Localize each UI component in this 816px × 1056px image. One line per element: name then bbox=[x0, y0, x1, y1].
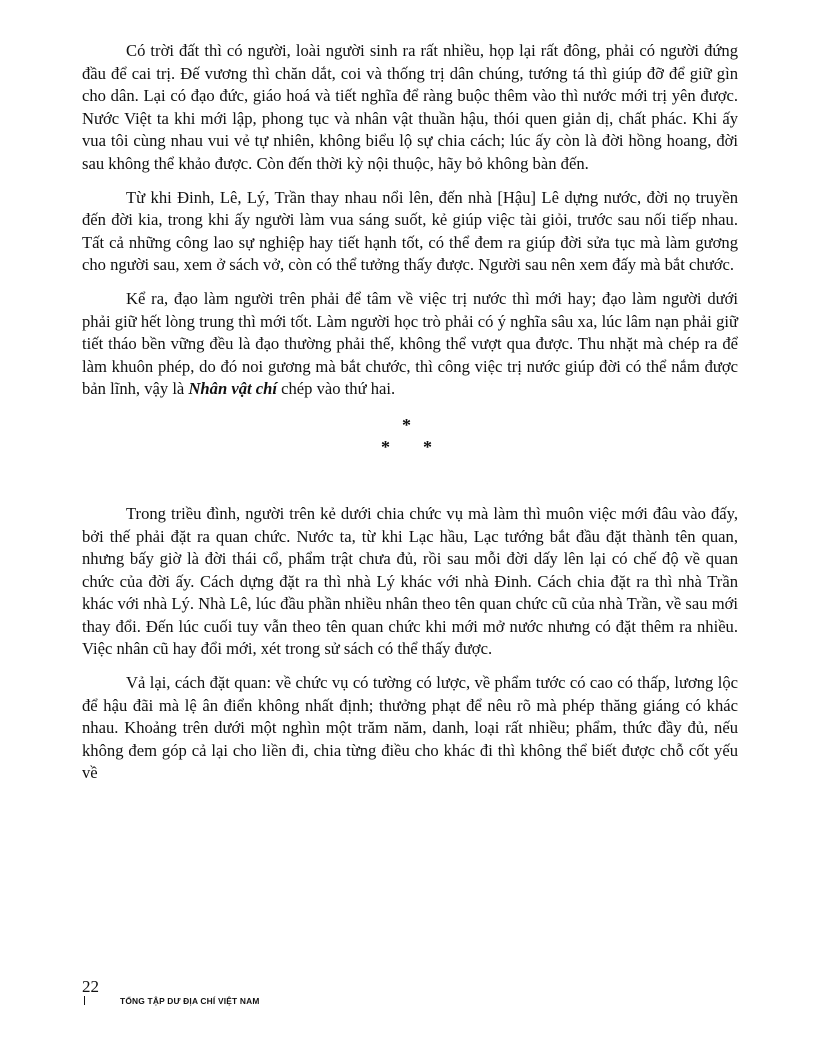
page-footer bbox=[82, 977, 482, 1017]
paragraph-4: Trong triều đình, người trên kẻ dưới chia chức vụ mà làm thì muôn việc mới đâu vào đấy, bởi thế phải đặt ra quan chức. Nước ta, từ khi Lạc hầu, Lạc tướng bắt đầu đặt thành tên quan, nhưng bấy giờ là đời thái cổ, phẩm trật chưa đủ, rồi sau mỗi đời dấy lên lại có chế độ về quan chức của đời ấy. Cách dựng đặt ra thì nhà Lý khác với nhà Đinh. Cách chia đặt ra thì nhà Trần khác với nhà Lý. Nhà Lê, lúc đầu phần nhiều nhân theo tên quan chức cũ của nhà Trần, về sau mới thay đổi. Đến lúc cuối tuy vẫn theo tên quan chức khi mới mở nước nhưng có đặt thêm ra nhiều. Việc nhân cũ hay đổi mới, xét trong sử sách có thể thấy được. bbox=[82, 503, 738, 659]
section-separator bbox=[82, 415, 738, 467]
book-title: TỔNG TẬP DƯ ĐỊA CHÍ VIỆT NAM bbox=[120, 996, 260, 1006]
section-title-emphasis: Nhân vật chí bbox=[188, 379, 277, 399]
footer-rule bbox=[84, 996, 85, 1005]
paragraph-2: Từ khi Đinh, Lê, Lý, Trần thay nhau nổi lên, đến nhà [Hậu] Lê dựng nước, đời nọ truyền đến đời kia, trong khi ấy người làm vua sáng suốt, kẻ giúp việc tài giỏi, trước sau nối tiếp nhau. Tất cả những công lao sự nghiệp hay tiết hạnh tốt, có thể đem ra giúp đời sửa tục mà làm gương cho người sau, xem ở sách vở, còn có thể tưởng thấy được. Người sau nên xem đấy mà bắt chước. bbox=[82, 187, 738, 275]
separator-star-right: * bbox=[423, 436, 432, 457]
page-number: 22 bbox=[82, 977, 99, 996]
paragraph-3-tail: chép vào thứ hai. bbox=[276, 379, 396, 399]
paragraph-3-text: Kể ra, đạo làm người trên phải để tâm về việc trị nước thì mới hay; đạo làm người dưới phải giữ hết lòng trung thì mới tốt. Làm người học trò phải có ý nghĩa sâu xa, lúc lâm nạn phải giữ tiết tháo bền vững đều là đạo thường phải thế, không thể vượt qua được. Thu nhặt mà chép ra để làm khuôn phép, do đó noi gương mà bắt chước, thì công việc trị nước giúp đời có thể nắm được bản lĩnh, vậy là bbox=[82, 288, 738, 399]
document-body bbox=[82, 40, 738, 796]
paragraph-5: Vả lại, cách đặt quan: về chức vụ có tường có lược, về phẩm tước có cao có thấp, lương lộc để hậu đãi mà lệ ân điển không nhất định; thưởng phạt để nêu rõ mà phép thăng giáng có khác nhau. Khoảng trên dưới một nghìn một trăm năm, danh, loại rất nhiều; phẩm, thức đầy đủ, nếu không đem góp cả lại cho liền đi, chia từng điều cho khác đi thì không thể biết được chỗ cốt yếu về bbox=[82, 673, 738, 783]
separator-star-left: * bbox=[381, 436, 390, 457]
separator-star-top: * bbox=[402, 414, 411, 435]
paragraph-1: Có trời đất thì có người, loài người sinh ra rất nhiều, họp lại rất đông, phải có người đứng đầu để cai trị. Đế vương thì chăn dắt, coi và thống trị dân chúng, tướng tá thì giúp đỡ để giữ gìn cho dân. Lại có đạo đức, giáo hoá và tiết nghĩa để ràng buộc thêm vào thì nước mới trị yên được. Nước Việt ta khi mới lập, phong tục và nhân vật thuần hậu, thói quen giản dị, chất phác. Khi ấy vua tôi cùng nhau vui vẻ tự nhiên, không biểu lộ sự chia cách; lúc ấy còn là đời hồng hoang, đời sau không thể khảo được. Còn đến thời kỳ nội thuộc, hãy bỏ không bàn đến. bbox=[82, 41, 738, 173]
paragraph-3 bbox=[82, 288, 738, 401]
